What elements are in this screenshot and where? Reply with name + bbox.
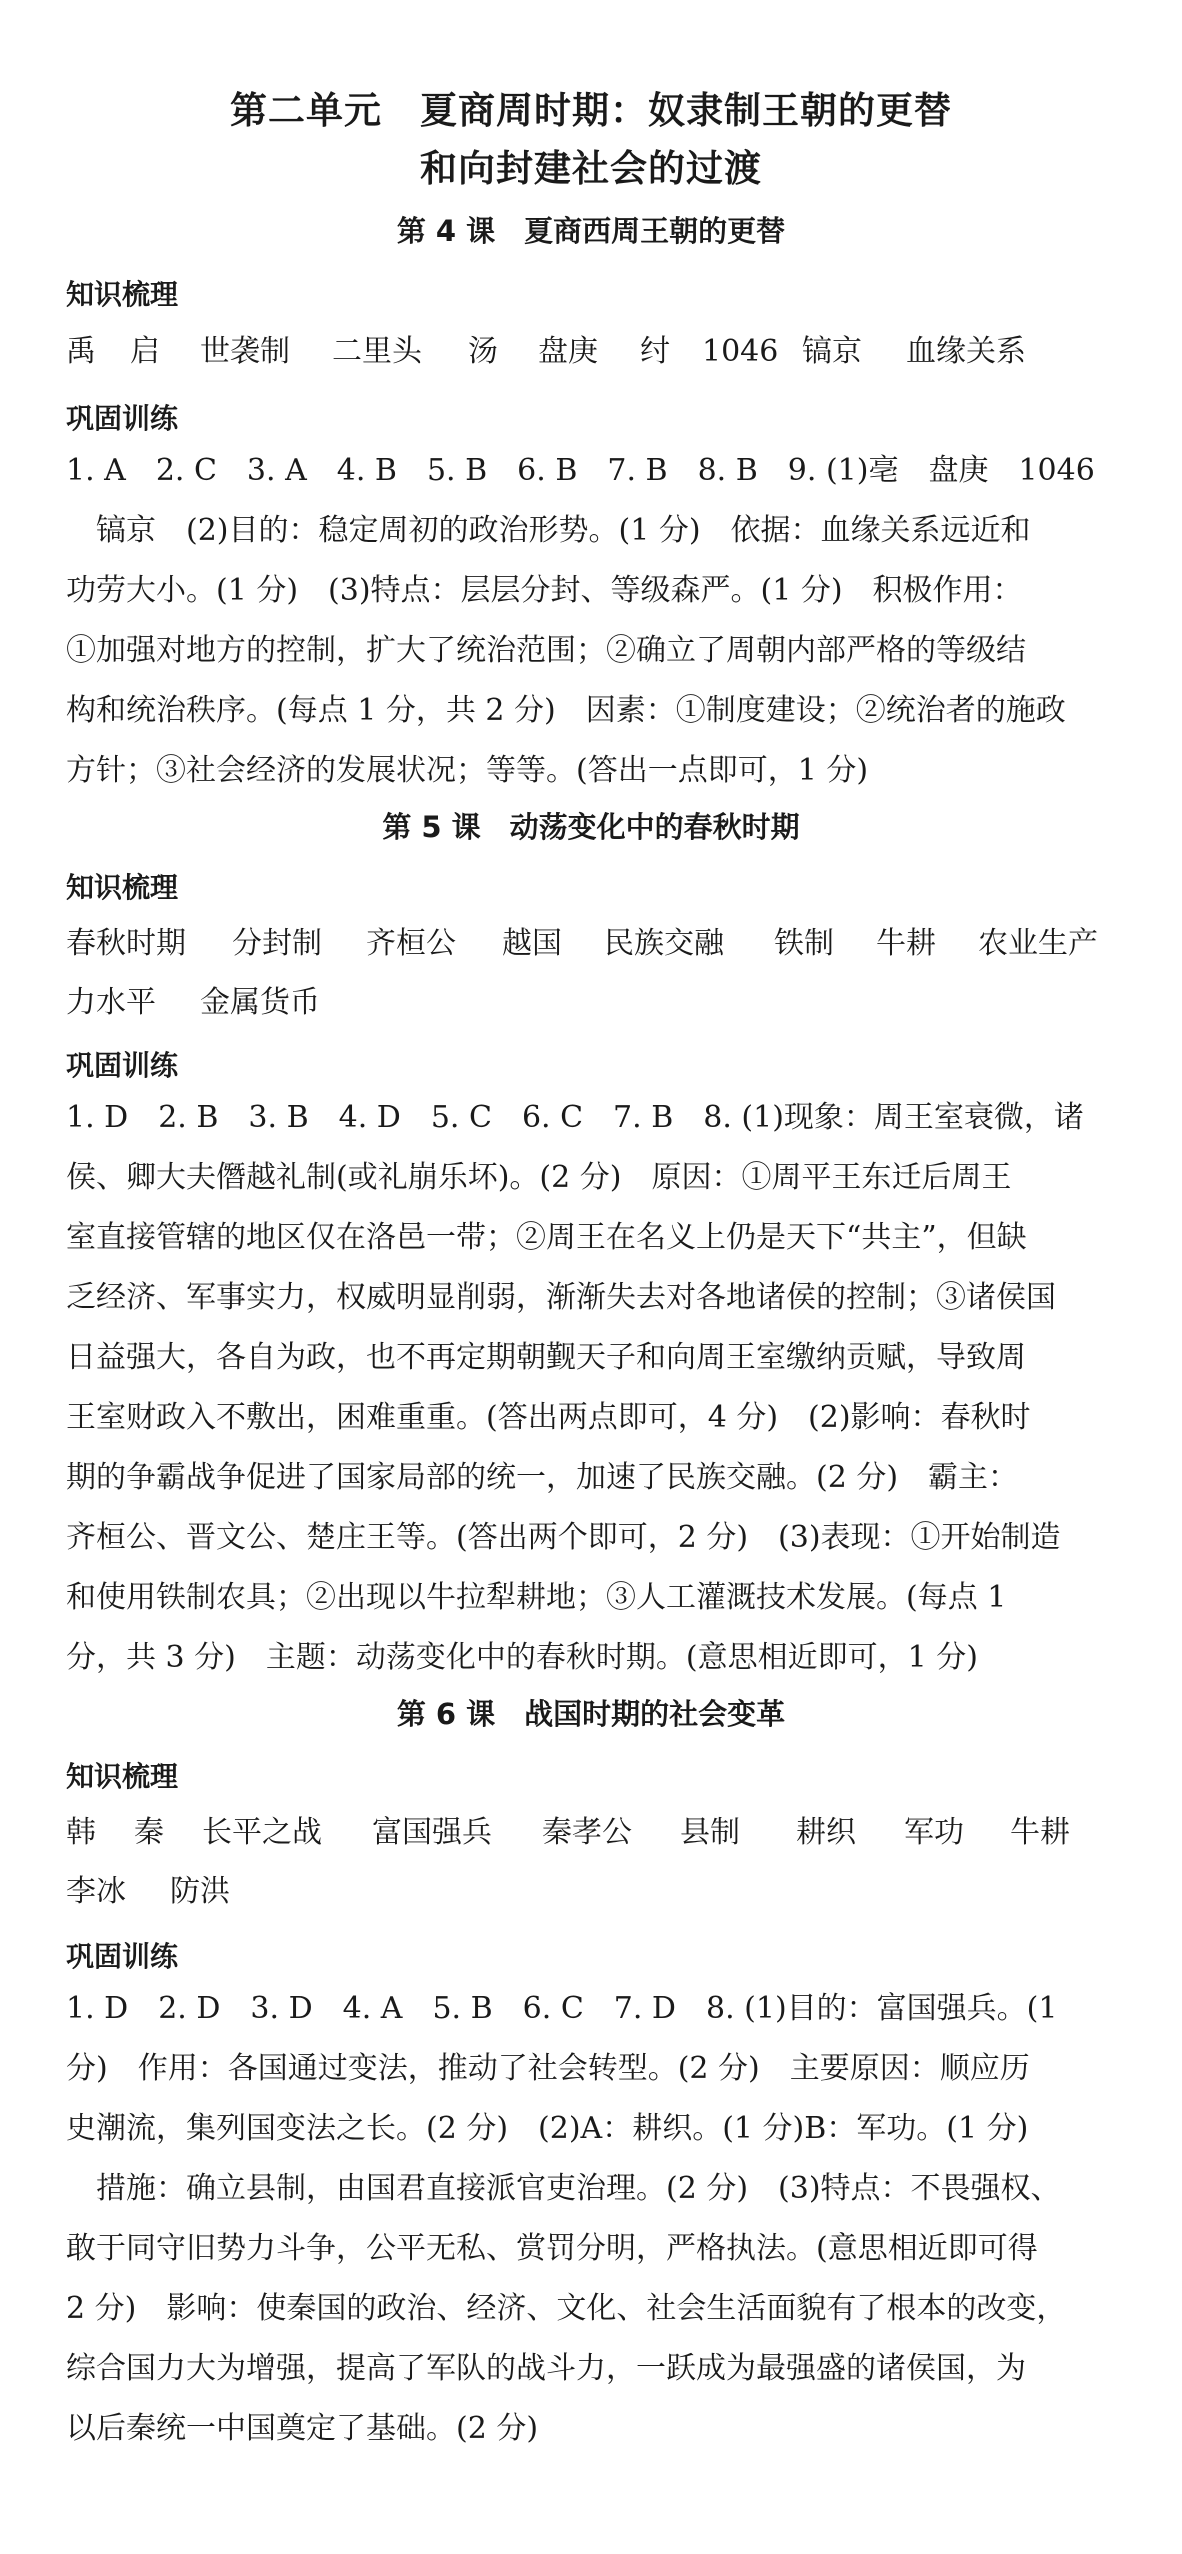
keyword: 力水平 — [66, 985, 156, 1020]
lesson5-answer-line: 王室财政入不敷出，困难重重。(答出两点即可，4 分) (2)影响：春秋时 — [66, 1400, 1031, 1435]
lesson5-knowledge-heading: 知识梳理 — [66, 871, 179, 904]
keyword: 世袭制 — [200, 334, 290, 369]
lesson6-answer-line: 分) 作用：各国通过变法，推动了社会转型。(2 分) 主要原因：顺应历 — [66, 2051, 1030, 2086]
keyword: 秦孝公 — [542, 1815, 632, 1850]
keyword: 启 — [130, 334, 160, 369]
lesson5-answer-line: 侯、卿大夫僭越礼制(或礼崩乐坏)。(2 分) 原因：①周平王东迁后周王 — [66, 1160, 1012, 1195]
keyword: 镐京 — [802, 334, 862, 369]
keyword: 金属货币 — [200, 985, 320, 1020]
keyword: 牛耕 — [876, 926, 936, 961]
lesson4-answer-line: 构和统治秩序。(每点 1 分，共 2 分) 因素：①制度建设；②统治者的施政 — [66, 693, 1066, 728]
keyword: 血缘关系 — [906, 334, 1026, 369]
lesson6-answer-line: 以后秦统一中国奠定了基础。(2 分) — [66, 2411, 539, 2446]
lesson6-answer-line: 1. D 2. D 3. D 4. A 5. B 6. C 7. D 8. (1)目的：富国强兵。(1 — [66, 1991, 1058, 2026]
keyword: 禹 — [66, 334, 96, 369]
lesson5-answer-line: 乏经济、军事实力，权威明显削弱，渐渐失去对各地诸侯的控制；③诸侯国 — [66, 1280, 1056, 1315]
keyword: 铁制 — [774, 926, 834, 961]
keyword: 汤 — [468, 334, 498, 369]
keyword: 分封制 — [232, 926, 322, 961]
lesson4-knowledge-heading: 知识梳理 — [66, 278, 179, 311]
keyword: 秦 — [134, 1815, 164, 1850]
lesson6-answer-line: 史潮流，集列国变法之长。(2 分) (2)A：耕织。(1 分)B：军功。(1 分) — [66, 2111, 1029, 2146]
keyword: 纣 — [640, 334, 670, 369]
keyword: 二里头 — [332, 334, 422, 369]
lesson4-answer-line: 镐京 (2)目的：稳定周初的政治形势。(1 分) 依据：血缘关系远近和 — [66, 513, 1031, 548]
keyword: 民族交融 — [604, 926, 724, 961]
lesson5-answer-line: 分，共 3 分) 主题：动荡变化中的春秋时期。(意思相近即可，1 分) — [66, 1640, 978, 1675]
unit-title-line1: 第二单元 夏商周时期：奴隶制王朝的更替 — [230, 89, 952, 132]
keyword: 韩 — [66, 1815, 96, 1850]
keyword: 1046 — [702, 334, 779, 369]
lesson4-answer-line: 功劳大小。(1 分) (3)特点：层层分封、等级森严。(1 分) 积极作用： — [66, 573, 1023, 608]
lesson4-practice-heading: 巩固训练 — [66, 402, 179, 435]
lesson4-answer-line: ①加强对地方的控制，扩大了统治范围；②确立了周朝内部严格的等级结 — [66, 633, 1026, 668]
keyword: 防洪 — [170, 1874, 230, 1909]
lesson6-answer-line: 敢于同守旧势力斗争，公平无私、赏罚分明，严格执法。(意思相近即可得 — [66, 2231, 1038, 2266]
lesson5-answer-line: 日益强大，各自为政，也不再定期朝觐天子和向周王室缴纳贡赋，导致周 — [66, 1340, 1026, 1375]
keyword: 齐桓公 — [366, 926, 456, 961]
lesson6-knowledge-heading: 知识梳理 — [66, 1760, 179, 1793]
unit-title-line2: 和向封建社会的过渡 — [420, 147, 762, 190]
keyword: 李冰 — [66, 1874, 126, 1909]
lesson5-title: 第 5 课 动荡变化中的春秋时期 — [382, 810, 800, 844]
keyword: 富国强兵 — [372, 1815, 492, 1850]
lesson5-answer-line: 室直接管辖的地区仅在洛邑一带；②周王在名义上仍是天下“共主”，但缺 — [66, 1220, 1027, 1255]
keyword: 越国 — [502, 926, 562, 961]
lesson6-answer-line: 综合国力大为增强，提高了军队的战斗力，一跃成为最强盛的诸侯国，为 — [66, 2351, 1026, 2386]
lesson4-title: 第 4 课 夏商西周王朝的更替 — [396, 214, 786, 248]
keyword: 农业生产 — [978, 926, 1098, 961]
lesson4-answer-line: 方针；③社会经济的发展状况；等等。(答出一点即可，1 分) — [66, 753, 869, 788]
keyword: 春秋时期 — [66, 926, 186, 961]
lesson5-answer-line: 和使用铁制农具；②出现以牛拉犁耕地；③人工灌溉技术发展。(每点 1 — [66, 1580, 1007, 1615]
keyword: 县制 — [680, 1815, 740, 1850]
lesson6-answer-line: 2 分) 影响：使秦国的政治、经济、文化、社会生活面貌有了根本的改变， — [66, 2291, 1067, 2326]
lesson5-answer-line: 1. D 2. B 3. B 4. D 5. C 6. C 7. B 8. (1)现象：周王室衰微，诸 — [66, 1100, 1084, 1135]
lesson5-practice-heading: 巩固训练 — [66, 1049, 179, 1082]
lesson5-answer-line: 期的争霸战争促进了国家局部的统一，加速了民族交融。(2 分) 霸主： — [66, 1460, 1019, 1495]
lesson5-answer-line: 齐桓公、晋文公、楚庄王等。(答出两个即可，2 分) (3)表现：①开始制造 — [66, 1520, 1061, 1555]
lesson6-answer-line: 措施：确立县制，由国君直接派官吏治理。(2 分) (3)特点：不畏强权、 — [66, 2171, 1061, 2206]
lesson6-practice-heading: 巩固训练 — [66, 1940, 179, 1973]
keyword: 长平之战 — [202, 1815, 322, 1850]
keyword: 盘庚 — [538, 334, 598, 369]
keyword: 军功 — [904, 1815, 964, 1850]
lesson6-title: 第 6 课 战国时期的社会变革 — [396, 1697, 786, 1731]
lesson4-answer-line: 1. A 2. C 3. A 4. B 5. B 6. B 7. B 8. B 9. (1)亳 盘庚 1046 — [66, 453, 1095, 488]
keyword: 耕织 — [796, 1815, 856, 1850]
keyword: 牛耕 — [1010, 1815, 1070, 1850]
